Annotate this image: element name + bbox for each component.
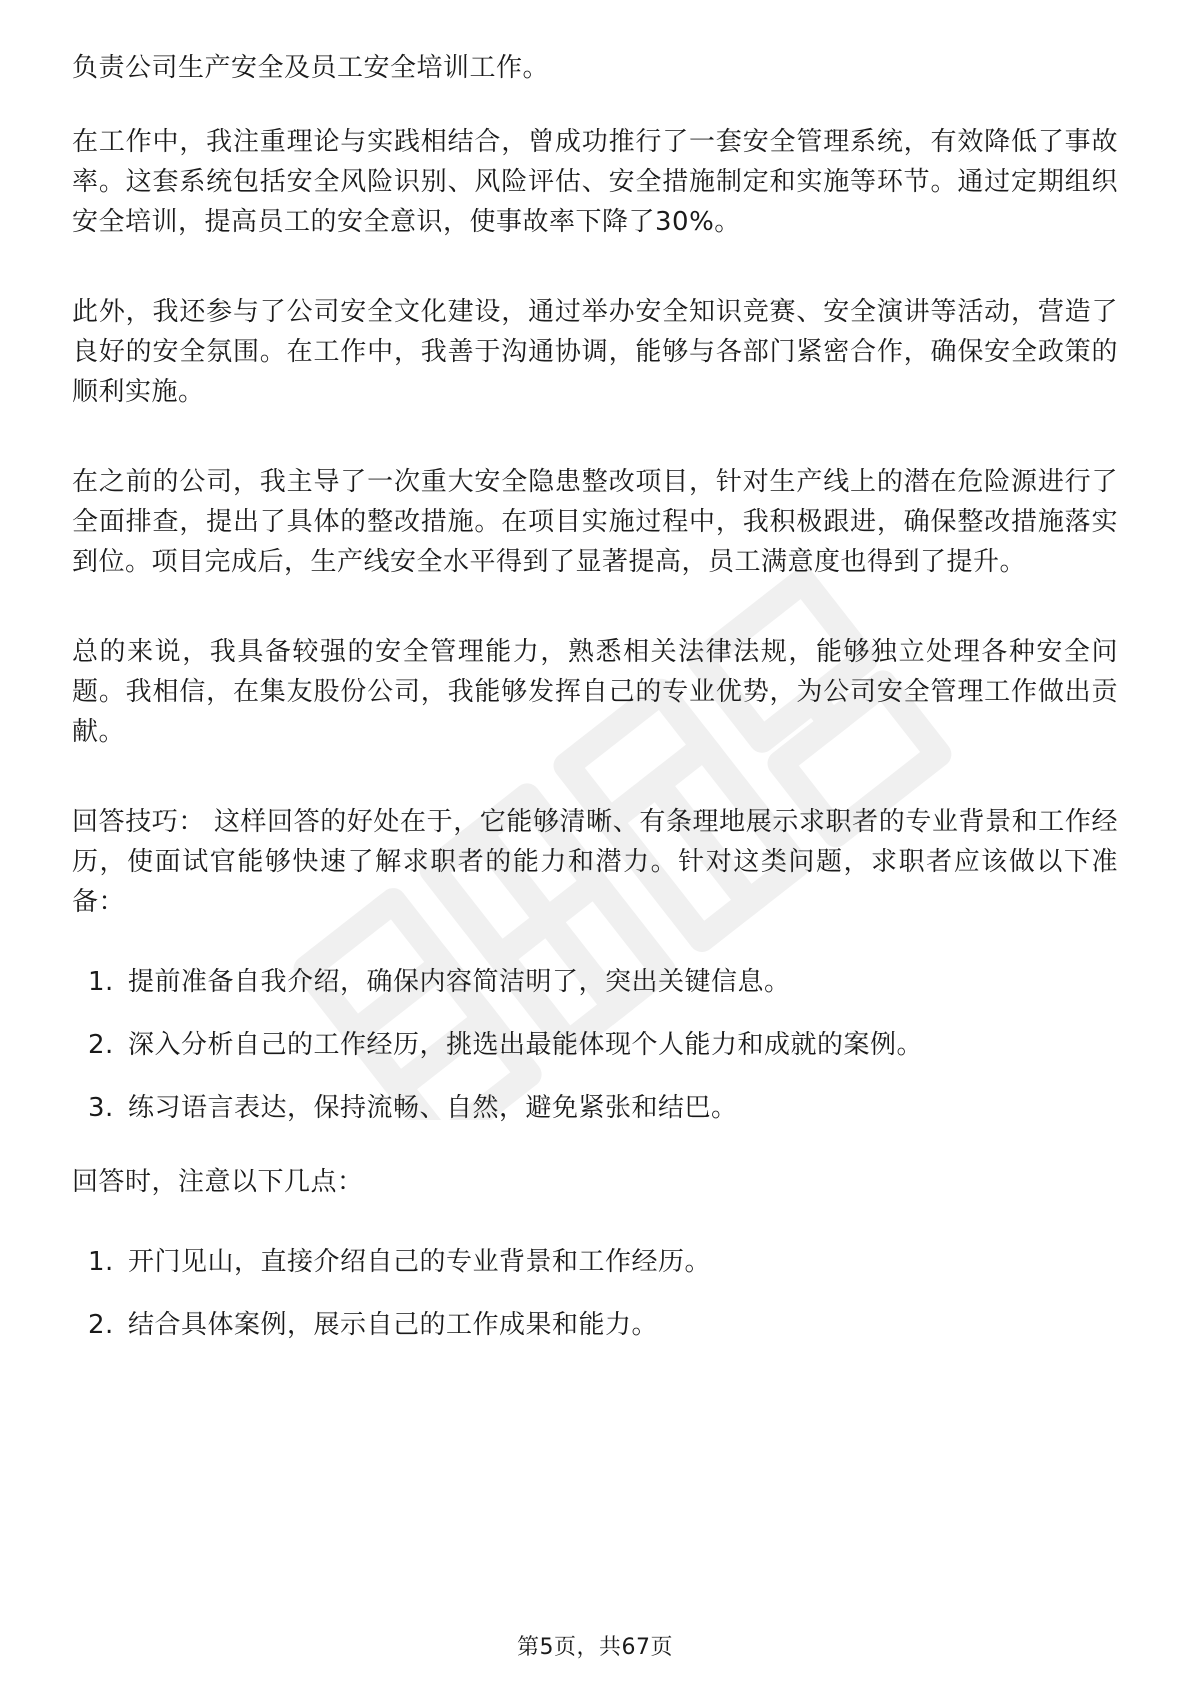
list-item xyxy=(88,1305,1118,1345)
notes-list xyxy=(72,1242,1118,1345)
paragraph-safety-system: 在工作中，我注重理论与实践相结合，曾成功推行了一套安全管理系统，有效降低了事故率。这套系统包括安全风险识别、风险评估、安全措施制定和实施等环节。通过定期组织安全培训，提高员工的安全意识，使事故率下降了30%。 xyxy=(72,127,1118,237)
paragraph-hazard-project: 在之前的公司，我主导了一次重大安全隐患整改项目，针对生产线上的潜在危险源进行了全面排查，提出了具体的整改措施。在项目实施过程中，我积极跟进，确保整改措施落实到位。项目完成后，生产线安全水平得到了显著提高，员工满意度也得到了提升。 xyxy=(72,467,1118,577)
list-number: 3. xyxy=(88,1093,114,1123)
list-text: 提前准备自我介绍，确保内容简洁明了，突出关键信息。 xyxy=(128,967,791,997)
list-text: 深入分析自己的工作经历，挑选出最能体现个人能力和成就的案例。 xyxy=(128,1030,924,1060)
list-text: 练习语言表达，保持流畅、自然，避免紧张和结巴。 xyxy=(128,1093,738,1123)
list-number: 1. xyxy=(88,1247,114,1277)
list-number: 2. xyxy=(88,1310,114,1340)
paragraph-answer-tips: 回答技巧： 这样回答的好处在于，它能够清晰、有条理地展示求职者的专业背景和工作经历，使面试官能够快速了解求职者的能力和潜力。针对这类问题，求职者应该做以下准备： xyxy=(72,807,1118,917)
list-item xyxy=(88,1025,1118,1065)
list-text: 开门见山，直接介绍自己的专业背景和工作经历。 xyxy=(128,1247,712,1277)
list-text: 结合具体案例，展示自己的工作成果和能力。 xyxy=(128,1310,659,1340)
list-item xyxy=(88,1242,1118,1282)
paragraph-notes-intro: 回答时，注意以下几点： xyxy=(72,1167,364,1197)
list-number: 2. xyxy=(88,1030,114,1060)
paragraph-safety-culture: 此外，我还参与了公司安全文化建设，通过举办安全知识竞赛、安全演讲等活动，营造了良好的安全氛围。在工作中，我善于沟通协调，能够与各部门紧密合作，确保安全政策的顺利实施。 xyxy=(72,297,1118,407)
paragraph-summary: 总的来说，我具备较强的安全管理能力，熟悉相关法律法规，能够独立处理各种安全问题。我相信，在集友股份公司，我能够发挥自己的专业优势，为公司安全管理工作做出贡献。 xyxy=(72,637,1118,747)
page-footer: 第5页，共67页 xyxy=(517,1635,673,1660)
document-body xyxy=(72,48,1118,1379)
list-item xyxy=(88,1088,1118,1128)
list-item xyxy=(88,962,1118,1002)
preparation-list xyxy=(72,962,1118,1128)
list-number: 1. xyxy=(88,967,114,997)
paragraph-responsibility: 负责公司生产安全及员工安全培训工作。 xyxy=(72,53,550,83)
